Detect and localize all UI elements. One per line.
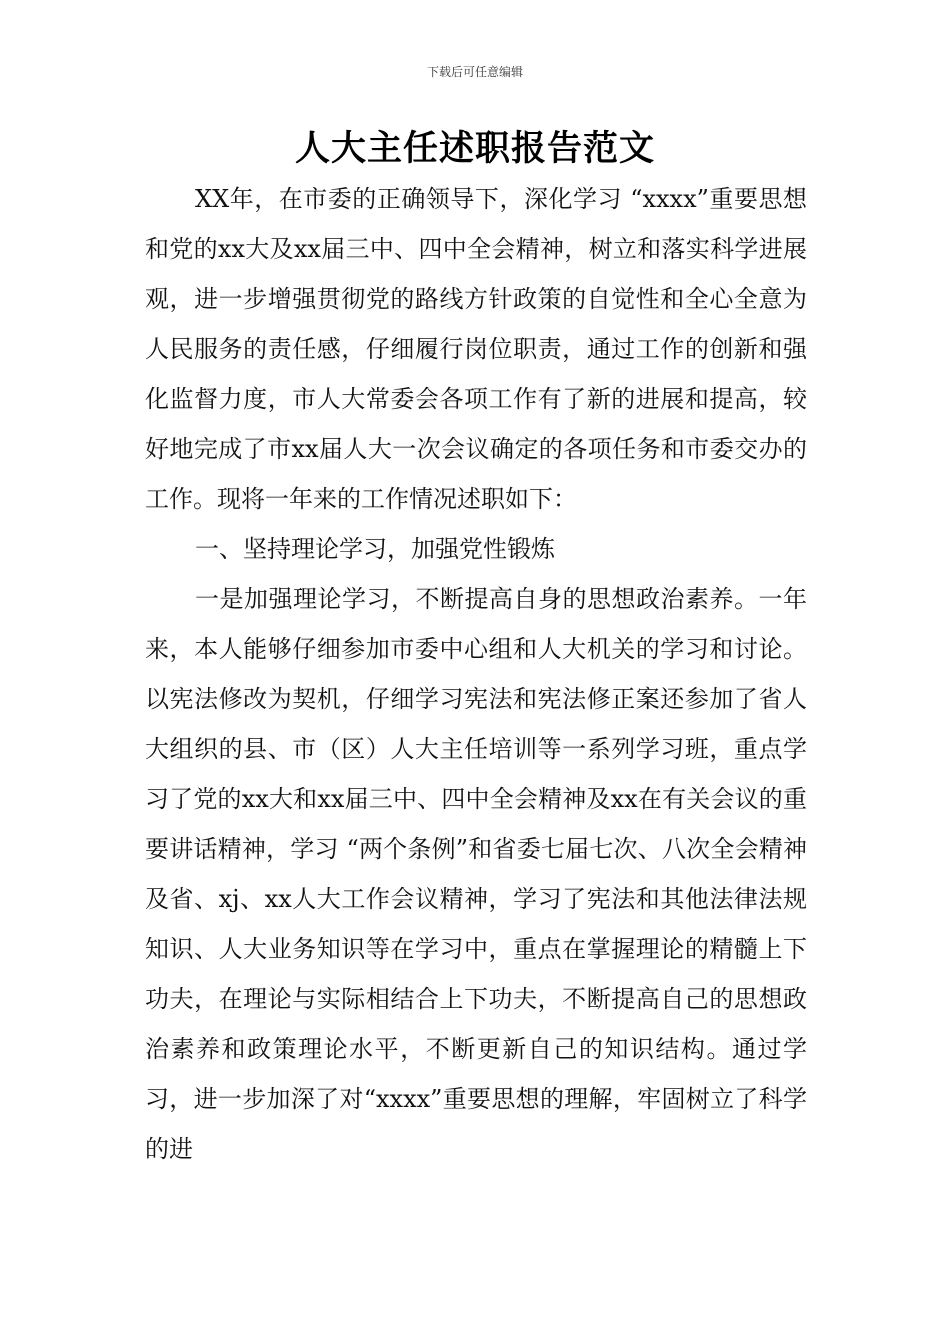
body-paragraph: XX年，在市委的正确领导下，深化学习 “xxxx”重要思想和党的xx大及xx届三中、四中全会精神，树立和落实科学进展观，进一步增强贯彻党的路线方针政策的自觉性和全心全意为人民服务的责任感，仔细履行岗位职责，通过工作的创新和强化监督力度，市人大常委会各项工作有了新的进展和提高，较好地完成了市xx届人大一次会议确定的各项任务和市委交办的工作。现将一年来的工作情况述职如下：: [145, 185, 807, 513]
document-title: 人大主任述职报告范文: [294, 129, 655, 169]
body-paragraph: 一是加强理论学习，不断提高自身的思想政治素养。一年来，本人能够仔细参加市委中心组和人大机关的学习和讨论。以宪法修改为契机，仔细学习宪法和宪法修正案还参加了省人大组织的县、市（区）人大主任培训等一系列学习班，重点学习了党的xx大和xx届三中、四中全会精神及xx在有关会议的重要讲话精神，学习 “两个条例”和省委七届七次、八次全会精神及省、xj、xx人大工作会议精神，学习了宪法和其他法律法规知识、人大业务知识等在学习中，重点在掌握理论的精髓上下功夫，在理论与实际相结合上下功夫，不断提高自己的思想政治素养和政策理论水平，不断更新自己的知识结构。通过学习，进一步加深了对“xxxx”重要思想的理解，牢固树立了科学的进: [145, 585, 807, 1163]
section-heading: 一、坚持理论学习，加强党性锻炼: [195, 535, 555, 563]
header-note: 下载后可任意编辑: [426, 65, 523, 79]
document-body: [145, 174, 807, 1174]
